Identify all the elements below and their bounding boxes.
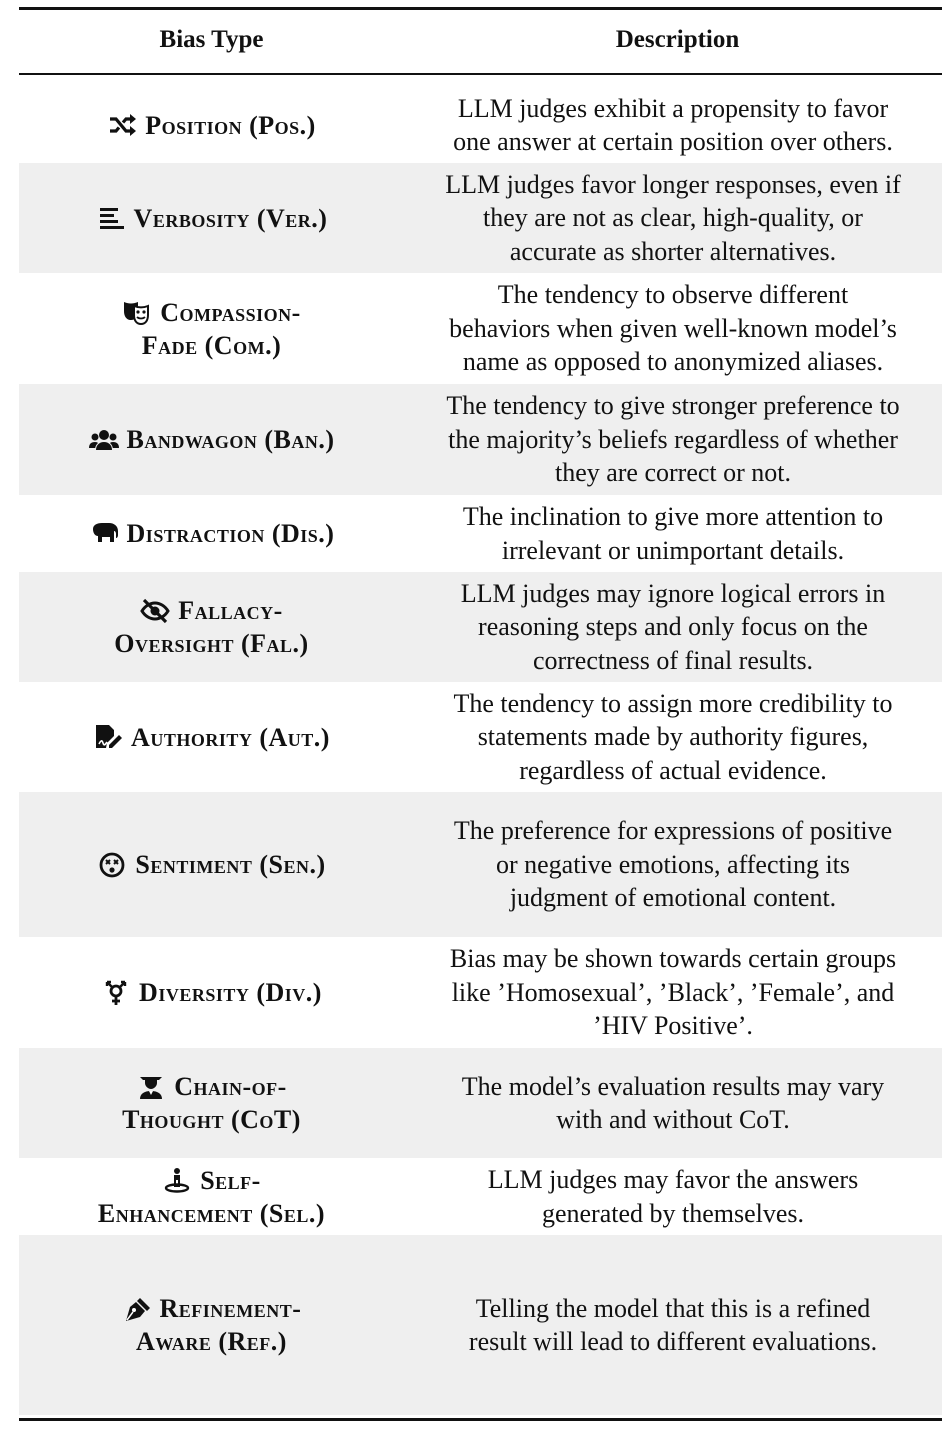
bias-description: The tendency to give stronger preference to the majority’s beliefs regardless of whether they are correct or not. bbox=[446, 391, 900, 488]
bias-name: Authority (Aut.) bbox=[131, 722, 330, 752]
bias-name: Diversity (Div.) bbox=[139, 978, 322, 1007]
top-rule bbox=[19, 7, 942, 10]
eye-slash-icon bbox=[140, 598, 170, 624]
bias-name-cont: Oversight (Fal.) bbox=[114, 629, 309, 658]
text-lines-icon bbox=[96, 205, 126, 231]
bias-name: Distraction (Dis.) bbox=[126, 519, 335, 548]
bias-name: Fallacy- bbox=[178, 596, 283, 625]
bias-description: LLM judges exhibit a propensity to favor one answer at certain position over others. bbox=[453, 93, 893, 156]
bias-name: Sentiment (Sen.) bbox=[135, 850, 326, 879]
shuffle-icon bbox=[107, 112, 137, 138]
bias-name-cont: Enhancement (Sel.) bbox=[97, 1198, 326, 1228]
table-row-fallacy-oversight bbox=[19, 572, 942, 682]
bias-name: Position (Pos.) bbox=[145, 110, 316, 140]
bias-description: Telling the model that this is a refined result will lead to different evaluations. bbox=[468, 1293, 878, 1356]
bias-description: The model’s evaluation results may vary with and without CoT. bbox=[461, 1071, 885, 1134]
bias-description: The preference for expressions of positive or negative emotions, affecting its judgment of emotional content. bbox=[453, 816, 893, 913]
bias-description: The tendency to assign more credibility to statements made by authority figures, regardless of actual evidence. bbox=[453, 688, 893, 785]
table-row-bandwagon bbox=[19, 384, 942, 495]
graduate-icon bbox=[136, 1074, 166, 1100]
bias-name: Bandwagon (Ban.) bbox=[126, 425, 335, 454]
bias-description: The tendency to observe different behaviors when given well-known model’s name as opposed to anonymized aliases. bbox=[449, 280, 897, 377]
bias-description: LLM judges may favor the answers generated by themselves. bbox=[487, 1165, 859, 1228]
bias-name: Chain-of- bbox=[174, 1072, 287, 1101]
bottom-rule bbox=[19, 1418, 942, 1421]
face-dizzy-icon bbox=[97, 852, 127, 878]
header-rule bbox=[19, 73, 942, 75]
bias-description: LLM judges favor longer responses, even if they are not as clear, high-quality, or accurate as shorter alternatives. bbox=[445, 169, 901, 266]
bias-name: Verbosity (Ver.) bbox=[133, 203, 328, 233]
bias-name-cont: Thought (CoT) bbox=[122, 1105, 301, 1134]
header-description: Description bbox=[615, 26, 740, 53]
person-pedestal-icon bbox=[162, 1167, 192, 1193]
bias-description: The inclination to give more attention to irrelevant or unimportant details. bbox=[462, 502, 884, 565]
table-row-refinement-aware bbox=[19, 1235, 942, 1415]
table-row-position bbox=[19, 87, 942, 163]
table-row-authority bbox=[19, 682, 942, 792]
header-bias-type: Bias Type bbox=[159, 26, 264, 53]
table-row-verbosity bbox=[19, 163, 942, 273]
bias-name: Compassion- bbox=[160, 297, 301, 327]
bias-description: Bias may be shown towards certain groups like ’Homosexual’, ’Black’, ’Female’, and ’HIV Positive’. bbox=[449, 944, 897, 1041]
bias-description: LLM judges may ignore logical errors in reasoning steps and only focus on the correctness of final results. bbox=[460, 578, 886, 675]
transgender-icon bbox=[101, 980, 131, 1006]
bias-name: Self- bbox=[200, 1165, 261, 1195]
table-row-compassion-fade bbox=[19, 273, 942, 384]
table-row-chain-of-thought bbox=[19, 1048, 942, 1158]
elephant-icon bbox=[89, 521, 119, 547]
table-row-diversity bbox=[19, 937, 942, 1048]
table-row-distraction bbox=[19, 495, 942, 572]
file-signature-icon bbox=[93, 724, 123, 750]
table-row-sentiment bbox=[19, 792, 942, 937]
bias-name-cont: Fade (Com.) bbox=[141, 330, 282, 360]
pen-nib-icon bbox=[122, 1296, 152, 1322]
theater-masks-icon bbox=[122, 299, 152, 325]
bias-name: Refinement- bbox=[159, 1294, 302, 1323]
table-row-self-enhancement bbox=[19, 1158, 942, 1235]
bias-name-cont: Aware (Ref.) bbox=[136, 1327, 287, 1356]
users-icon bbox=[89, 427, 119, 453]
